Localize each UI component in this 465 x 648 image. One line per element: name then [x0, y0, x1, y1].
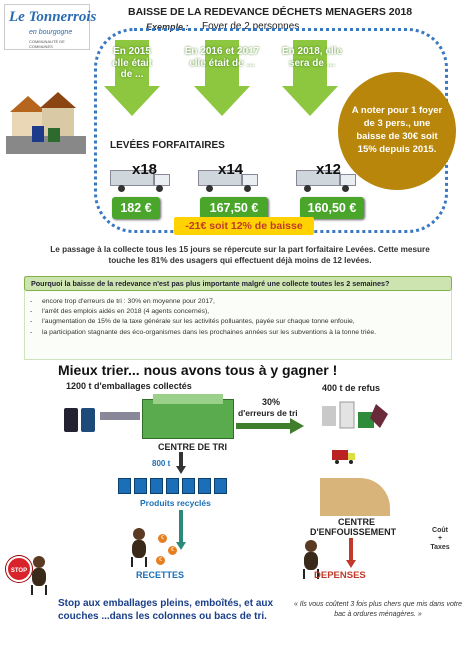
arrow-down-icon	[176, 510, 186, 550]
label-2018: En 2018, elle sera de ...	[281, 46, 343, 69]
refus-label: 400 t de refus	[322, 383, 381, 393]
coin-icon: €	[158, 534, 167, 543]
produits-label: Produits recyclés	[140, 498, 211, 508]
list-item: - l'arrêt des emplois aidés en 2018 (4 agents concernés),	[30, 307, 450, 317]
list-item: - encore trop d'erreurs de tri : 30% en moyenne pour 2017,	[30, 297, 450, 307]
recycled-bales	[118, 478, 228, 496]
collected-label: 1200 t d'emballages collectés	[66, 381, 192, 391]
price-2018: 160,50 €	[300, 197, 364, 219]
depenses-label: DEPENSES	[314, 570, 366, 581]
page-title: BAISSE DE LA REDEVANCE DÉCHETS MENAGERS 2018	[128, 6, 413, 18]
arrow-down-icon	[176, 452, 186, 474]
centre-tri-label: CENTRE DE TRI	[158, 442, 228, 452]
label-2015: En 2015 elle était de ...	[111, 46, 153, 80]
conveyor-icon	[100, 412, 140, 420]
ant-character-icon	[28, 556, 52, 602]
logo-line3: COMMUNAUTÉ DE COMMUNES	[29, 39, 65, 49]
stop-sign-icon: STOP	[6, 556, 32, 582]
why-heading: Pourquoi la baisse de la redevance n'est pas plus importante malgré une collecte toutes les 2 semaines?	[24, 276, 452, 291]
passage-text: Le passage à la collecte tous les 15 jours se répercute sur la part forfaitaire Levées. Cette mesure touche les 81% des usagers qui effectuent déjà moins de 12 levées.	[50, 245, 430, 265]
example-label: Exemple :	[146, 22, 189, 32]
quote-text: « Ils vous coûtent 3 fois plus chers que mis dans votre bac à ordures ménagères. »	[293, 601, 463, 618]
landfill-icon	[320, 478, 390, 516]
baisse-badge: -21€ soit 12% de baisse	[174, 217, 314, 235]
coin-icon: €	[156, 556, 165, 565]
mieux-heading: Mieux trier... nous avons tous à y gagner !	[58, 362, 338, 378]
label-2017: En 2016 et 2017 elle était de ...	[184, 46, 260, 69]
ant-character-icon	[128, 528, 150, 568]
price-2017: 167,50 €	[200, 197, 268, 219]
plus-label: +	[437, 535, 443, 543]
logo	[4, 4, 97, 50]
example-value: Foyer de 2 personnes	[202, 21, 300, 32]
why-list	[30, 297, 450, 338]
coin-icon: €	[168, 546, 177, 555]
levee-multiplier: x14	[218, 161, 244, 178]
arrow-down-icon	[346, 538, 356, 568]
houses-icon	[6, 74, 86, 154]
list-item: - la participation stagnante des éco-organismes dans les prochaines années sur les subventions à la tonne triée.	[30, 328, 450, 338]
logo-line1: Le Tonnerrois	[9, 9, 97, 25]
errors-pct: 30%	[262, 397, 281, 407]
refus-items-icon	[320, 398, 390, 434]
truck-red-icon	[332, 448, 356, 464]
cout-taxes	[420, 527, 460, 552]
list-item: - l'augmentation de 15% de la taxe générale sur les activités polluantes, payée sur chaque tonne enfouie,	[30, 317, 450, 327]
arrow-right-icon	[236, 420, 306, 432]
recettes-label: RECETTES	[136, 570, 185, 580]
levee-multiplier: x12	[316, 161, 342, 178]
bins-icon	[64, 404, 100, 434]
tonnes-label: 800 t	[152, 459, 171, 468]
centre-enf-label-1: CENTRE	[338, 517, 376, 527]
cout-label: Coût	[432, 527, 448, 534]
errors-label: d'erreurs de tri	[238, 408, 298, 418]
street-illustration	[6, 74, 86, 154]
levees-title: LEVÉES FORFAITAIRES	[110, 140, 225, 151]
note-circle: A noter pour 1 foyer de 3 pers., une baisse de 30€ soit 15% depuis 2015.	[338, 72, 456, 190]
stop-text: Stop aux emballages pleins, emboîtés, et aux couches ...dans les colonnes ou bacs de tri.	[58, 598, 274, 622]
taxes-label: Taxes	[430, 543, 450, 551]
levee-multiplier: x18	[132, 161, 158, 178]
centre-enf-label-2: D'ENFOUISSEMENT	[310, 527, 397, 537]
price-2015: 182 €	[112, 197, 160, 219]
centre-tri-building	[142, 399, 234, 439]
logo-line2: en bourgogne	[29, 29, 73, 36]
